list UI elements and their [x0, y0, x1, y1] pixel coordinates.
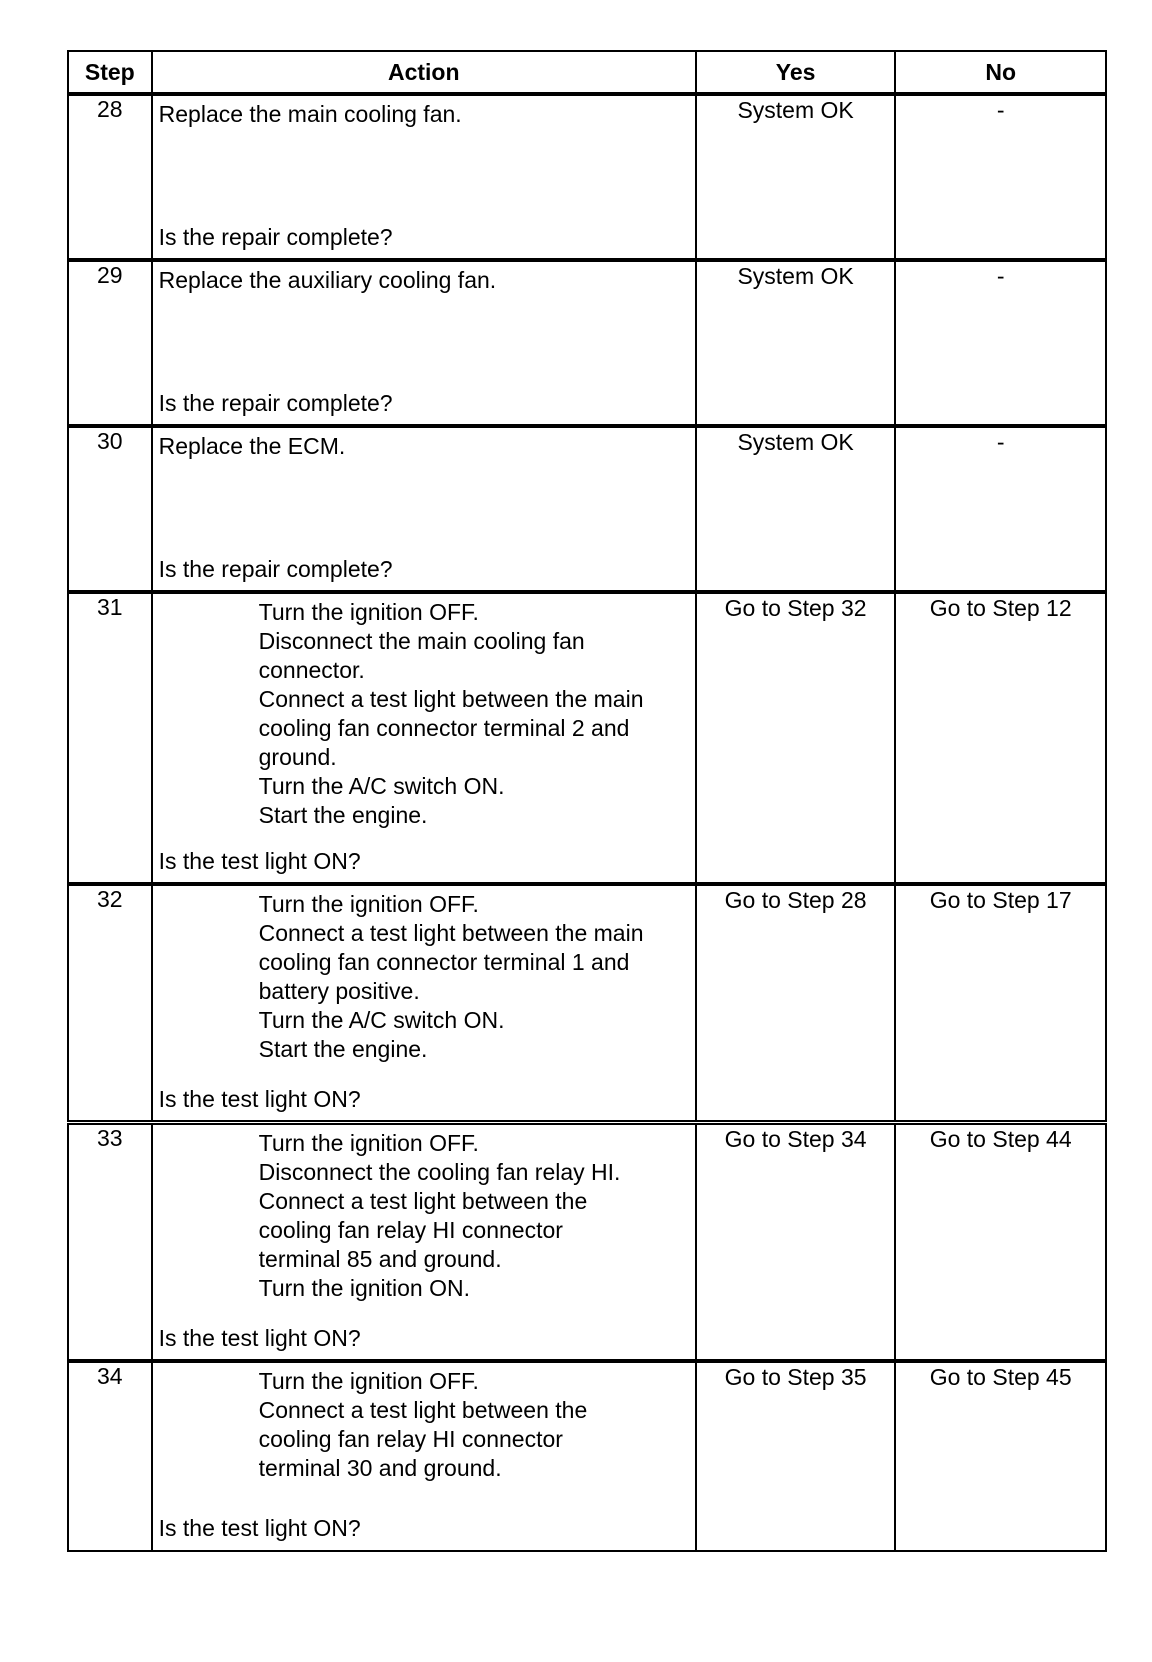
- question-text: Is the repair complete?: [158, 224, 393, 250]
- table-row: [68, 592, 1106, 884]
- action-lines: [159, 598, 689, 830]
- header-yes: Yes: [696, 51, 896, 94]
- action-line: Connect a test light between the: [258, 1188, 588, 1214]
- step-number: 30: [68, 426, 152, 592]
- header-no: No: [895, 51, 1106, 94]
- action-line: Connect a test light between the main: [258, 920, 644, 946]
- no-result: Go to Step 44: [895, 1123, 1106, 1362]
- table-row: [68, 1361, 1106, 1551]
- action-line: Turn the ignition OFF.: [258, 1130, 479, 1156]
- action-lines: [159, 1129, 689, 1303]
- action-line: Turn the A/C switch ON.: [258, 773, 505, 799]
- action-line: Turn the A/C switch ON.: [258, 1007, 505, 1033]
- action-line: Turn the ignition OFF.: [258, 891, 479, 917]
- step-number: 34: [68, 1361, 152, 1551]
- action-line: Turn the ignition OFF.: [258, 1368, 479, 1394]
- no-result: -: [895, 260, 1106, 426]
- action-cell: [152, 884, 696, 1123]
- action-line: terminal 30 and ground.: [258, 1455, 502, 1481]
- header-action: Action: [152, 51, 696, 94]
- header-step: Step: [68, 51, 152, 94]
- action-line: cooling fan relay HI connector: [258, 1217, 563, 1243]
- diagnostic-table: [67, 50, 1107, 1552]
- action-lines: [159, 100, 689, 129]
- action-cell: [152, 1123, 696, 1362]
- action-lines: [159, 432, 689, 461]
- step-number: 31: [68, 592, 152, 884]
- table-row: [68, 1123, 1106, 1362]
- action-cell: [152, 1361, 696, 1551]
- question-text: Is the test light ON?: [158, 1325, 361, 1351]
- action-line: Disconnect the cooling fan relay HI.: [258, 1159, 621, 1185]
- action-line: Replace the main cooling fan.: [158, 101, 462, 127]
- table-row: [68, 260, 1106, 426]
- yes-result: System OK: [696, 94, 896, 260]
- action-line: connector.: [258, 657, 365, 683]
- yes-result: Go to Step 32: [696, 592, 896, 884]
- yes-result: Go to Step 28: [696, 884, 896, 1123]
- question-text: Is the repair complete?: [158, 556, 393, 582]
- yes-result: Go to Step 35: [696, 1361, 896, 1551]
- no-result: -: [895, 426, 1106, 592]
- action-lines: [159, 266, 689, 295]
- action-line: Disconnect the main cooling fan: [258, 628, 585, 654]
- action-line: Turn the ignition OFF.: [258, 599, 479, 625]
- question-text: Is the test light ON?: [158, 1515, 361, 1541]
- question-text: Is the repair complete?: [158, 390, 393, 416]
- yes-result: System OK: [696, 260, 896, 426]
- action-line: cooling fan relay HI connector: [258, 1426, 563, 1452]
- action-lines: [159, 1367, 689, 1483]
- no-result: -: [895, 94, 1106, 260]
- action-line: cooling fan connector terminal 2 and: [258, 715, 630, 741]
- no-result: Go to Step 17: [895, 884, 1106, 1123]
- action-line: Connect a test light between the main: [258, 686, 644, 712]
- yes-result: Go to Step 34: [696, 1123, 896, 1362]
- action-line: Connect a test light between the: [258, 1397, 588, 1423]
- no-result: Go to Step 45: [895, 1361, 1106, 1551]
- action-line: Replace the auxiliary cooling fan.: [158, 267, 497, 293]
- step-number: 33: [68, 1123, 152, 1362]
- header-row: [68, 51, 1106, 94]
- action-line: Replace the ECM.: [158, 433, 346, 459]
- yes-result: System OK: [696, 426, 896, 592]
- step-number: 28: [68, 94, 152, 260]
- action-line: terminal 85 and ground.: [258, 1246, 502, 1272]
- question-text: Is the test light ON?: [158, 1086, 361, 1112]
- table-row: [68, 94, 1106, 260]
- step-number: 29: [68, 260, 152, 426]
- action-line: ground.: [258, 744, 337, 770]
- action-line: Start the engine.: [258, 1036, 428, 1062]
- action-line: Turn the ignition ON.: [258, 1275, 470, 1301]
- table-row: [68, 426, 1106, 592]
- action-cell: [152, 426, 696, 592]
- action-line: cooling fan connector terminal 1 and: [258, 949, 630, 975]
- table-row: [68, 884, 1106, 1123]
- action-line: battery positive.: [258, 978, 420, 1004]
- action-cell: [152, 94, 696, 260]
- action-lines: [159, 890, 689, 1064]
- question-text: Is the test light ON?: [158, 848, 361, 874]
- action-cell: [152, 260, 696, 426]
- action-cell: [152, 592, 696, 884]
- no-result: Go to Step 12: [895, 592, 1106, 884]
- action-line: Start the engine.: [258, 802, 428, 828]
- step-number: 32: [68, 884, 152, 1123]
